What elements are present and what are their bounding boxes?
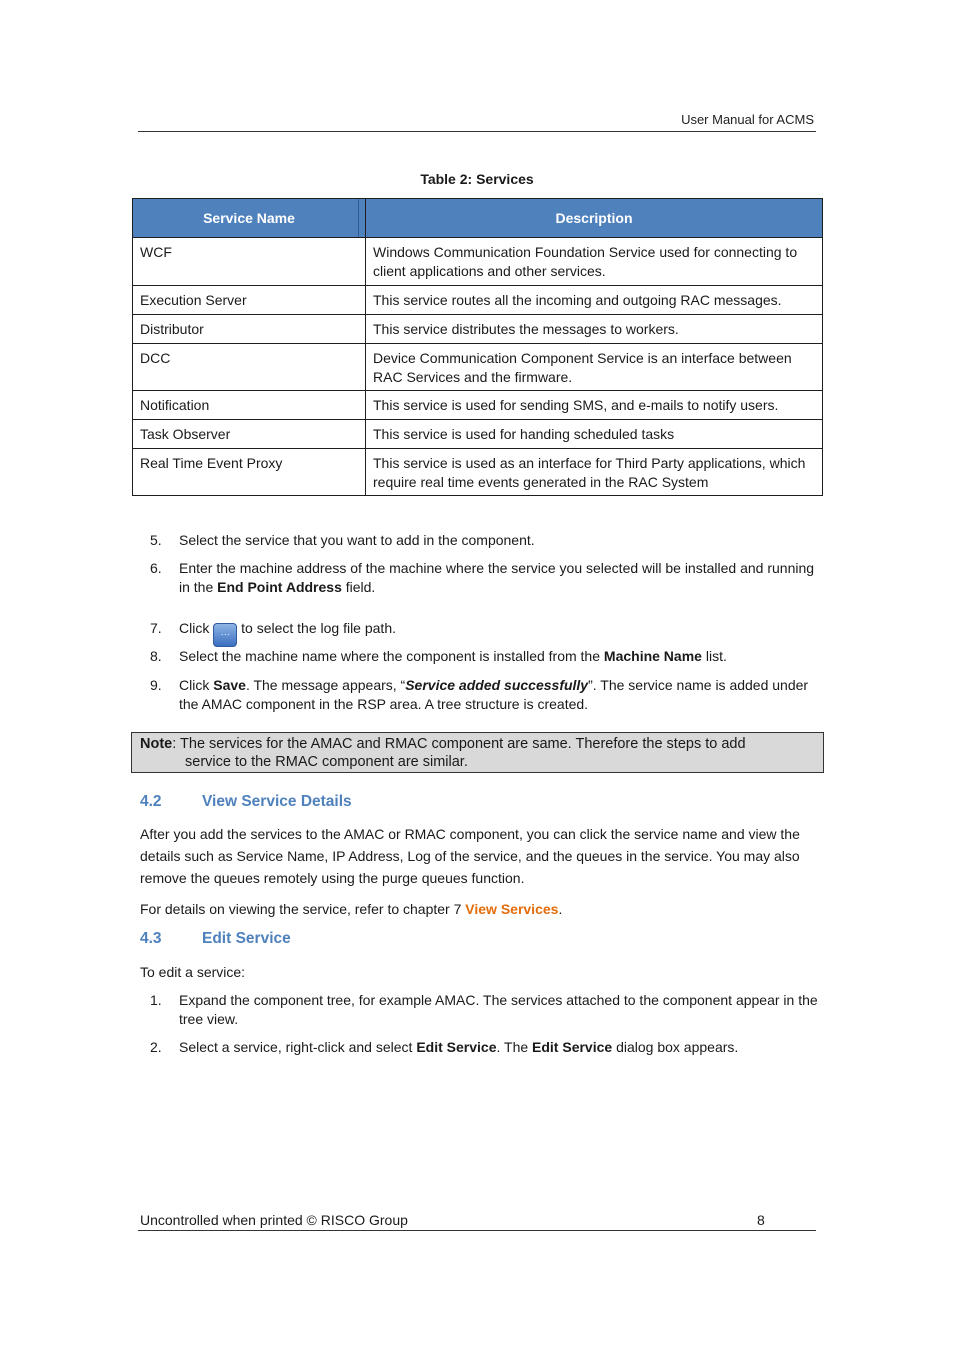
step-number: 6. bbox=[150, 560, 162, 576]
section-title: View Service Details bbox=[202, 793, 352, 810]
header-rule bbox=[138, 131, 816, 132]
step-number: 8. bbox=[150, 648, 162, 664]
service-description-cell: This service distributes the messages to workers. bbox=[366, 315, 823, 344]
step-number: 9. bbox=[150, 677, 162, 693]
table-row bbox=[133, 344, 823, 391]
service-description-cell: Device Communication Component Service is an interface between RAC Services and the firmware. bbox=[366, 344, 823, 391]
note-label: Note bbox=[140, 736, 173, 752]
service-name-cell: WCF bbox=[133, 238, 366, 286]
note-box bbox=[131, 732, 824, 773]
step-text: Select a service, right-click and select Edit Service. The Edit Service dialog box appears. bbox=[179, 1039, 739, 1055]
table-caption: Table 2: Services bbox=[420, 171, 534, 187]
step-number: 2. bbox=[150, 1039, 162, 1055]
section-number: 4.3 bbox=[140, 930, 162, 947]
field-name-end-point-address: End Point Address bbox=[217, 579, 342, 595]
running-header: User Manual for ACMS bbox=[681, 112, 814, 127]
services-table bbox=[132, 198, 823, 496]
browse-button-icon: ··· bbox=[213, 623, 237, 647]
step-text: Select the machine name where the component is installed from the Machine Name list. bbox=[179, 648, 727, 664]
step-text: Click Save. The message appears, “Service added successfully”. The service name is added under the AMAC component in the RSP area. A tree structure is created. bbox=[179, 677, 809, 712]
table-header-row bbox=[133, 199, 823, 238]
step-number: 1. bbox=[150, 992, 162, 1008]
table-row bbox=[133, 315, 823, 344]
step-text: Select the service that you want to add in the component. bbox=[179, 532, 535, 548]
section-heading bbox=[140, 930, 291, 948]
step-text: Click ··· to select the log file path. bbox=[179, 619, 819, 647]
service-name-cell: Distributor bbox=[133, 315, 366, 344]
paragraph: To edit a service: bbox=[140, 964, 246, 980]
service-description-cell: This service is used for sending SMS, and e-mails to notify users. bbox=[366, 391, 823, 420]
table-row bbox=[133, 449, 823, 496]
table-row bbox=[133, 391, 823, 420]
service-description-cell: This service is used as an interface for Third Party applications, which require real time events generated in the RAC System bbox=[366, 449, 823, 496]
step-number: 5. bbox=[150, 532, 162, 548]
section-number: 4.2 bbox=[140, 793, 162, 810]
success-message: Service added successfully bbox=[405, 677, 589, 693]
service-name-cell: Execution Server bbox=[133, 286, 366, 315]
column-header-service-name: Service Name bbox=[133, 199, 366, 238]
table-row bbox=[133, 238, 823, 286]
footer-rule bbox=[138, 1230, 816, 1231]
step-text: Expand the component tree, for example AMAC. The services attached to the component appear in the tree view. bbox=[179, 992, 818, 1027]
step-text: Enter the machine address of the machine where the service you selected will be installed and running in the End Point Address field. bbox=[179, 560, 815, 595]
service-description-cell: Windows Communication Foundation Service used for connecting to client applications and other services. bbox=[366, 238, 823, 286]
note-text-continued: service to the RMAC component are similar. bbox=[185, 754, 468, 770]
section-heading bbox=[140, 793, 352, 811]
field-name-machine-name: Machine Name bbox=[603, 648, 702, 664]
service-description-cell: This service routes all the incoming and outgoing RAC messages. bbox=[366, 286, 823, 315]
service-name-cell: Real Time Event Proxy bbox=[133, 449, 366, 496]
table-row bbox=[133, 420, 823, 449]
table-row bbox=[133, 286, 823, 315]
service-name-cell: Notification bbox=[133, 391, 366, 420]
paragraph: After you add the services to the AMAC or RMAC component, you can click the service name and view the details such as Service Name, IP Address, Log of the service, and the queues in the service. You may also remove the queues remotely using the purge queues function. bbox=[140, 826, 800, 886]
page-number: 8 bbox=[757, 1212, 765, 1228]
column-header-description: Description bbox=[366, 199, 823, 238]
section-title: Edit Service bbox=[202, 930, 291, 947]
view-services-link[interactable]: View Services bbox=[465, 901, 559, 917]
footer-text: Uncontrolled when printed © RISCO Group bbox=[140, 1212, 408, 1228]
service-name-cell: Task Observer bbox=[133, 420, 366, 449]
step-number: 7. bbox=[150, 620, 162, 636]
service-name-cell: DCC bbox=[133, 344, 366, 391]
save-label: Save bbox=[213, 677, 246, 693]
paragraph: For details on viewing the service, refer to chapter 7 View Services. bbox=[140, 901, 563, 917]
note-text: : The services for the AMAC and RMAC component are same. Therefore the steps to add bbox=[172, 736, 746, 752]
service-description-cell: This service is used for handing scheduled tasks bbox=[366, 420, 823, 449]
